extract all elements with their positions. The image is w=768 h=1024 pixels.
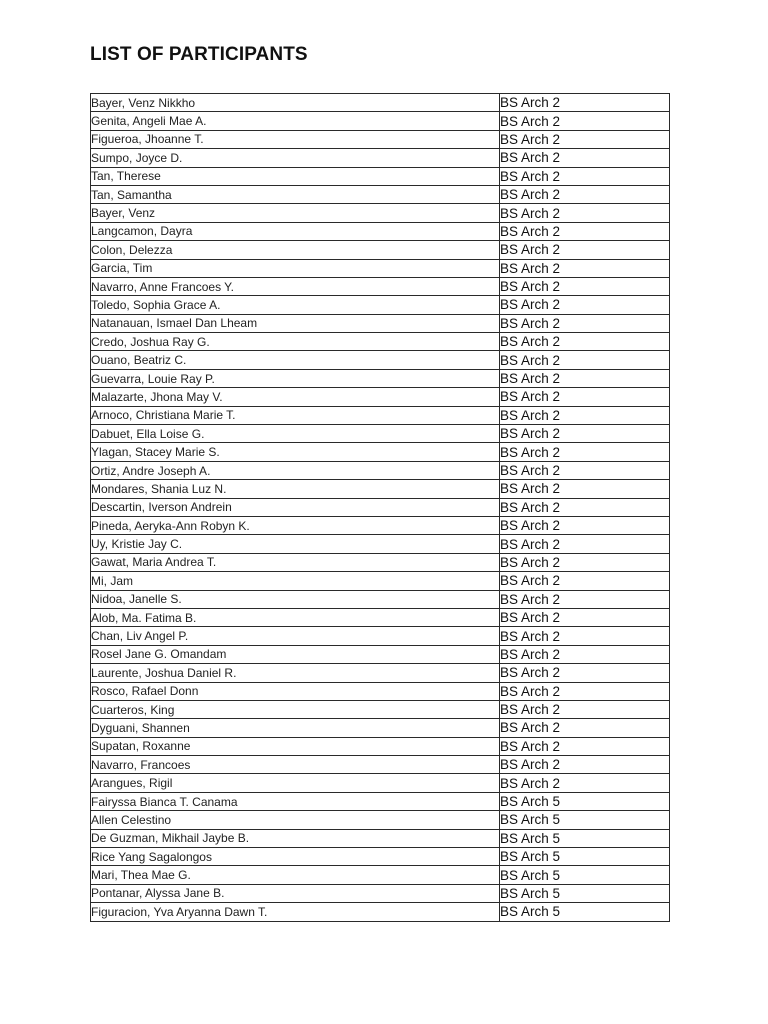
participant-name-cell: De Guzman, Mikhail Jaybe B.	[91, 829, 500, 847]
participant-name-cell: Laurente, Joshua Daniel R.	[91, 664, 500, 682]
participant-program-cell: BS Arch 2	[500, 314, 670, 332]
participant-name-cell: Toledo, Sophia Grace A.	[91, 296, 500, 314]
participant-name-cell: Dabuet, Ella Loise G.	[91, 425, 500, 443]
participant-program-cell: BS Arch 2	[500, 185, 670, 203]
table-row	[91, 498, 670, 516]
table-row	[91, 682, 670, 700]
table-row	[91, 700, 670, 718]
participant-name-cell: Arangues, Rigil	[91, 774, 500, 792]
table-row	[91, 774, 670, 792]
participant-program-cell: BS Arch 5	[500, 884, 670, 902]
participant-program-cell: BS Arch 2	[500, 351, 670, 369]
table-row	[91, 866, 670, 884]
table-row	[91, 277, 670, 295]
participant-program-cell: BS Arch 2	[500, 167, 670, 185]
table-row	[91, 608, 670, 626]
participant-program-cell: BS Arch 2	[500, 664, 670, 682]
participant-name-cell: Sumpo, Joyce D.	[91, 149, 500, 167]
participant-name-cell: Bayer, Venz Nikkho	[91, 94, 500, 112]
participant-name-cell: Allen Celestino	[91, 811, 500, 829]
table-row	[91, 480, 670, 498]
participant-name-cell: Pontanar, Alyssa Jane B.	[91, 884, 500, 902]
participant-program-cell: BS Arch 5	[500, 792, 670, 810]
participant-name-cell: Ortiz, Andre Joseph A.	[91, 461, 500, 479]
participant-name-cell: Arnoco, Christiana Marie T.	[91, 406, 500, 424]
participant-name-cell: Colon, Delezza	[91, 241, 500, 259]
participant-program-cell: BS Arch 2	[500, 425, 670, 443]
participant-name-cell: Navarro, Anne Francoes Y.	[91, 277, 500, 295]
table-row	[91, 241, 670, 259]
table-row	[91, 516, 670, 534]
participant-name-cell: Guevarra, Louie Ray P.	[91, 369, 500, 387]
participant-name-cell: Natanauan, Ismael Dan Lheam	[91, 314, 500, 332]
participant-name-cell: Mi, Jam	[91, 572, 500, 590]
table-row	[91, 443, 670, 461]
table-row	[91, 848, 670, 866]
participant-program-cell: BS Arch 2	[500, 461, 670, 479]
table-row	[91, 792, 670, 810]
participant-program-cell: BS Arch 2	[500, 296, 670, 314]
participant-program-cell: BS Arch 2	[500, 388, 670, 406]
table-row	[91, 185, 670, 203]
participants-table	[90, 93, 670, 922]
table-row	[91, 369, 670, 387]
table-row	[91, 572, 670, 590]
participant-program-cell: BS Arch 2	[500, 149, 670, 167]
table-row	[91, 884, 670, 902]
participants-table-body	[91, 94, 670, 922]
participant-program-cell: BS Arch 2	[500, 406, 670, 424]
table-row	[91, 296, 670, 314]
participant-program-cell: BS Arch 2	[500, 259, 670, 277]
participant-program-cell: BS Arch 2	[500, 553, 670, 571]
table-row	[91, 829, 670, 847]
participant-program-cell: BS Arch 2	[500, 535, 670, 553]
table-row	[91, 903, 670, 921]
participant-name-cell: Nidoa, Janelle S.	[91, 590, 500, 608]
participant-program-cell: BS Arch 2	[500, 645, 670, 663]
table-row	[91, 406, 670, 424]
participant-name-cell: Mari, Thea Mae G.	[91, 866, 500, 884]
participant-program-cell: BS Arch 2	[500, 719, 670, 737]
table-row	[91, 535, 670, 553]
participant-name-cell: Descartin, Iverson Andrein	[91, 498, 500, 516]
participant-program-cell: BS Arch 5	[500, 848, 670, 866]
table-row	[91, 222, 670, 240]
participant-program-cell: BS Arch 2	[500, 130, 670, 148]
participant-name-cell: Uy, Kristie Jay C.	[91, 535, 500, 553]
participant-name-cell: Rosco, Rafael Donn	[91, 682, 500, 700]
table-row	[91, 461, 670, 479]
participant-name-cell: Mondares, Shania Luz N.	[91, 480, 500, 498]
document-title: LIST OF PARTICIPANTS	[90, 44, 308, 65]
participant-name-cell: Tan, Samantha	[91, 185, 500, 203]
participant-program-cell: BS Arch 2	[500, 480, 670, 498]
participant-name-cell: Figuracion, Yva Aryanna Dawn T.	[91, 903, 500, 921]
table-row	[91, 149, 670, 167]
table-row	[91, 351, 670, 369]
participant-program-cell: BS Arch 2	[500, 241, 670, 259]
table-row	[91, 756, 670, 774]
table-row	[91, 314, 670, 332]
participant-program-cell: BS Arch 2	[500, 94, 670, 112]
participant-name-cell: Pineda, Aeryka-Ann Robyn K.	[91, 516, 500, 534]
participant-name-cell: Genita, Angeli Mae A.	[91, 112, 500, 130]
participant-name-cell: Cuarteros, King	[91, 700, 500, 718]
participant-program-cell: BS Arch 2	[500, 443, 670, 461]
participant-name-cell: Tan, Therese	[91, 167, 500, 185]
participant-program-cell: BS Arch 2	[500, 572, 670, 590]
table-row	[91, 627, 670, 645]
table-row	[91, 259, 670, 277]
participant-program-cell: BS Arch 5	[500, 866, 670, 884]
participant-name-cell: Ouano, Beatriz C.	[91, 351, 500, 369]
participant-name-cell: Ylagan, Stacey Marie S.	[91, 443, 500, 461]
participant-program-cell: BS Arch 2	[500, 222, 670, 240]
participant-program-cell: BS Arch 2	[500, 112, 670, 130]
participant-program-cell: BS Arch 2	[500, 516, 670, 534]
table-row	[91, 811, 670, 829]
table-row	[91, 388, 670, 406]
table-row	[91, 167, 670, 185]
table-row	[91, 333, 670, 351]
participant-program-cell: BS Arch 2	[500, 369, 670, 387]
participant-name-cell: Garcia, Tim	[91, 259, 500, 277]
participant-name-cell: Bayer, Venz	[91, 204, 500, 222]
table-row	[91, 664, 670, 682]
participant-program-cell: BS Arch 2	[500, 204, 670, 222]
participant-name-cell: Supatan, Roxanne	[91, 737, 500, 755]
participant-program-cell: BS Arch 2	[500, 627, 670, 645]
participant-program-cell: BS Arch 2	[500, 608, 670, 626]
table-row	[91, 130, 670, 148]
participant-name-cell: Navarro, Francoes	[91, 756, 500, 774]
participant-program-cell: BS Arch 2	[500, 333, 670, 351]
participant-program-cell: BS Arch 2	[500, 700, 670, 718]
participant-name-cell: Malazarte, Jhona May V.	[91, 388, 500, 406]
participant-program-cell: BS Arch 5	[500, 811, 670, 829]
table-row	[91, 590, 670, 608]
participant-name-cell: Rosel Jane G. Omandam	[91, 645, 500, 663]
table-row	[91, 112, 670, 130]
table-row	[91, 737, 670, 755]
table-row	[91, 553, 670, 571]
participant-program-cell: BS Arch 2	[500, 682, 670, 700]
participant-name-cell: Chan, Liv Angel P.	[91, 627, 500, 645]
participant-program-cell: BS Arch 2	[500, 277, 670, 295]
participant-name-cell: Credo, Joshua Ray G.	[91, 333, 500, 351]
participant-name-cell: Rice Yang Sagalongos	[91, 848, 500, 866]
participant-name-cell: Gawat, Maria Andrea T.	[91, 553, 500, 571]
participant-program-cell: BS Arch 2	[500, 756, 670, 774]
participant-name-cell: Langcamon, Dayra	[91, 222, 500, 240]
participant-program-cell: BS Arch 5	[500, 829, 670, 847]
table-row	[91, 719, 670, 737]
participant-program-cell: BS Arch 2	[500, 774, 670, 792]
participant-name-cell: Alob, Ma. Fatima B.	[91, 608, 500, 626]
table-row	[91, 94, 670, 112]
participant-name-cell: Dyguani, Shannen	[91, 719, 500, 737]
participant-name-cell: Figueroa, Jhoanne T.	[91, 130, 500, 148]
participant-program-cell: BS Arch 2	[500, 590, 670, 608]
table-row	[91, 645, 670, 663]
participant-program-cell: BS Arch 2	[500, 498, 670, 516]
table-row	[91, 204, 670, 222]
table-row	[91, 425, 670, 443]
participant-program-cell: BS Arch 5	[500, 903, 670, 921]
participant-program-cell: BS Arch 2	[500, 737, 670, 755]
participant-name-cell: Fairyssa Bianca T. Canama	[91, 792, 500, 810]
